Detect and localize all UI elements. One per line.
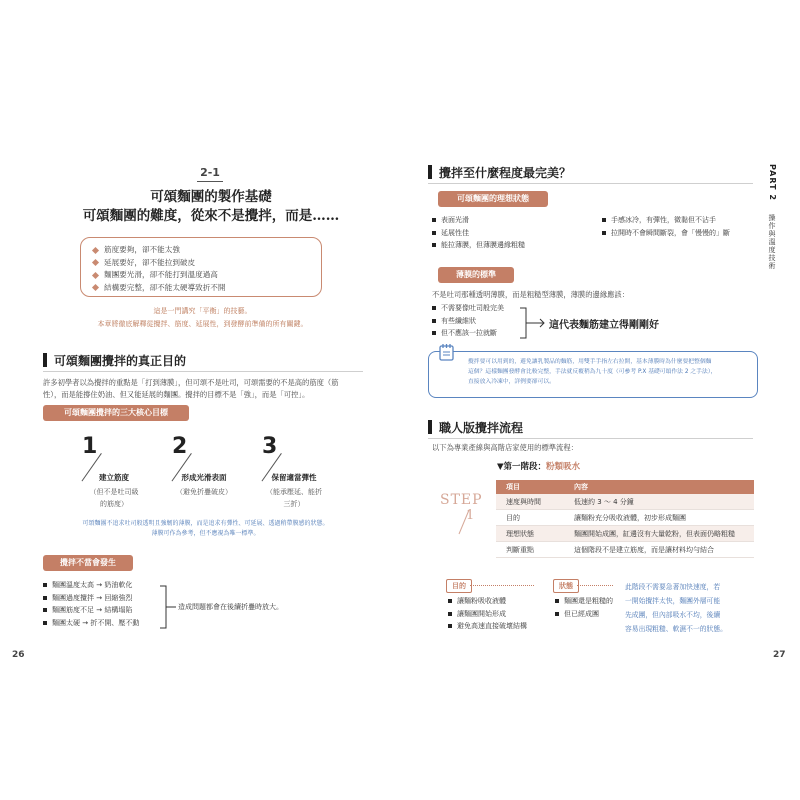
square-bullet-icon (43, 596, 47, 600)
goal-number: 1 (82, 434, 98, 459)
diamond-bullet-icon (92, 272, 99, 279)
goal-number: 3 (262, 434, 278, 459)
heading-bar (43, 353, 47, 367)
heading-bar (428, 420, 432, 434)
state-item: 但已經成團 (555, 608, 625, 621)
ideal-state-list-1 (432, 214, 602, 252)
ideal-state-item: 表面光滑 (432, 214, 602, 227)
tag-dotted-line (470, 585, 534, 586)
section-heading-process: 職人版攪拌流程 (439, 421, 524, 435)
square-bullet-icon (448, 612, 452, 616)
section-number: 2-1 (200, 166, 220, 179)
page-number-left: 26 (12, 650, 25, 660)
square-bullet-icon (432, 331, 436, 335)
bracket-arrow-icon (158, 584, 178, 630)
warning-result: 造成問題都會在後續折疊時放大。 (178, 603, 283, 611)
purpose-tag: 目的 (446, 579, 472, 593)
step-label: STEP (440, 492, 483, 508)
square-bullet-icon (43, 608, 47, 612)
ideal-state-item: 延展性佳 (432, 227, 602, 240)
purpose-list (448, 595, 548, 633)
diamond-bullet-icon (92, 259, 99, 266)
tag-dotted-line (577, 585, 613, 586)
square-bullet-icon (602, 231, 606, 235)
ideal-state-pill: 可頌麵團的理想狀態 (438, 191, 548, 207)
square-bullet-icon (432, 243, 436, 247)
state-item: 麵團還是粗糙的 (555, 595, 625, 608)
goal-description: （但不是吐司級 的筋度） (89, 488, 139, 508)
membrane-item: 不需要像吐司般完美 (432, 302, 532, 315)
warning-pill: 攪拌不當會發生 (43, 555, 133, 571)
core-goals-pill: 可頌麵團攪拌的三大核心目標 (43, 405, 189, 421)
square-bullet-icon (432, 218, 436, 222)
state-tag: 狀態 (553, 579, 579, 593)
warning-item: 麵團太硬 → 折不開、壓不動 (43, 617, 183, 630)
process-intro: 以下為專業產線與高階店家使用的標準流程： (432, 443, 578, 452)
page-number-right: 27 (773, 650, 786, 660)
heading-rule (43, 371, 363, 372)
table-row: 速度與時間 低速約 3 ～ 4 分鐘 (496, 494, 754, 510)
purpose-item: 讓麵團開始形成 (448, 608, 548, 621)
diamond-bullet-icon (92, 284, 99, 291)
warning-item: 麵團溫度太高 → 奶油軟化 (43, 579, 183, 592)
square-bullet-icon (602, 218, 606, 222)
part-subtitle: 操作與溫度技術 (768, 214, 776, 270)
membrane-intro: 不是吐司那種透明薄膜，而是粗糙型薄膜，薄膜的邊緣應該： (432, 290, 630, 299)
ideal-state-list-2 (602, 214, 762, 239)
notepad-icon (437, 342, 457, 362)
goal-description: （能承壓延、能折 三折） (266, 488, 322, 508)
square-bullet-icon (432, 306, 436, 310)
heading-rule (428, 438, 753, 439)
part-label: PART 2 (768, 164, 777, 201)
key-point: 延展要好，卻不能拉到破皮 (93, 257, 321, 270)
square-bullet-icon (555, 612, 559, 616)
membrane-item: 但不應該一拉就斷 (432, 327, 532, 340)
step-number: 1 (466, 508, 475, 523)
goal-number: 2 (172, 434, 188, 459)
key-point: 筋度要夠，卻不能太強 (93, 244, 321, 257)
table-header: 內容 (564, 480, 754, 494)
section-number-underline (197, 181, 223, 182)
square-bullet-icon (448, 599, 452, 603)
key-point: 麵團要光滑，卻不能打到溫度過高 (93, 269, 321, 282)
square-bullet-icon (448, 624, 452, 628)
square-bullet-icon (43, 583, 47, 587)
stage-side-note: 此階段不需要急著加快速度，若 一開始攪拌太快，麵團外層可能 先成團，但內部吸水不均，後續 容易出現粗糙、軟濕不一的狀態。 (625, 583, 727, 633)
tip-text: 攪拌要可以用到的，避免讓乳製品的麵筋，用雙手手指左右拉開，基本薄膜時為什麼要把整個麵 這個？這樣麵團發酵會比較完整，手法就反覆稍為九十度（可參考 P.X 基礎可頌作法 2 之手法）， 直接放入冷凍中，詳例要卻可以。 (468, 359, 717, 385)
diamond-bullet-icon (92, 247, 99, 254)
membrane-pill: 薄膜的標準 (438, 267, 514, 283)
ideal-state-item: 能拉薄膜，但薄膜邊緣粗糙 (432, 239, 602, 252)
heading-bar (428, 165, 432, 179)
membrane-result: 這代表麵筋建立得剛剛好 (549, 320, 659, 331)
table-row: 理想狀態 麵團開始成團，缸邊沒有大量乾粉，但表面仍略粗糙 (496, 526, 754, 542)
square-bullet-icon (432, 231, 436, 235)
state-list (555, 595, 625, 620)
table-header-row (496, 480, 754, 494)
purpose-item: 讓麵粉吸收液體 (448, 595, 548, 608)
balance-note: 這是一門講究「平衡」的技藝。 本章將徹底解釋從攪拌、筋度、延展性，到發酵前準備的所有關鍵。 (97, 307, 308, 328)
membrane-item: 有些纖維狀 (432, 315, 532, 328)
membrane-note: 可頌麵團不追求吐司般透明且強韌的薄膜，而是追求有彈性、可延展、透過稍帶膜感的狀態。 薄膜可作為參考，但不應視為唯一標準。 (82, 520, 329, 537)
bracket-arrow-icon (518, 306, 548, 340)
section-heading-ideal: 攪拌至什麼程度最完美？ (439, 166, 572, 180)
section-heading-purpose: 可頌麵團攪拌的真正目的 (54, 354, 187, 368)
chapter-title-line-2: 可頌麵團的難度，從來不是攪拌，而是…… (82, 208, 340, 224)
chapter-title-line-1: 可頌麵團的製作基礎 (150, 189, 272, 205)
goal-title: 保留適當彈性 (271, 473, 317, 482)
table-row: 目的 讓麵粉充分吸收液體，初步形成麵團 (496, 510, 754, 526)
goal-title: 形成光滑表面 (181, 473, 227, 482)
ideal-state-item: 拉開時不會瞬間斷裂，會「慢慢的」斷 (602, 227, 762, 240)
stage-table (496, 480, 754, 558)
stage-heading: ▼第一階段：粉類吸水 (497, 462, 581, 472)
goal-title: 建立筋度 (99, 473, 129, 482)
warning-item: 麵團過度攪拌 → 回縮強烈 (43, 592, 183, 605)
membrane-list (432, 302, 532, 340)
table-header: 項目 (496, 480, 564, 494)
warning-item: 麵團筋度不足 → 結構塌陷 (43, 604, 183, 617)
square-bullet-icon (555, 599, 559, 603)
square-bullet-icon (432, 319, 436, 323)
key-point: 結構要完整，卻不能太硬導致折不開 (93, 282, 321, 295)
purpose-item: 避免高速直接破壞結構 (448, 620, 548, 633)
heading-rule (428, 183, 753, 184)
chapter-title (80, 188, 342, 226)
goal-description: （避免折疊破皮） (176, 488, 232, 496)
key-points-box (80, 237, 322, 297)
purpose-paragraph: 許多初學者以為攪拌的重點是「打到薄膜」，但可頌不是吐司，可頌需要的不是高的筋度（筋 性），而是能撐住奶油、但又能延展的麵團。攪拌的目標不是「強」，而是「可控」。 (43, 378, 339, 399)
ideal-state-item: 手感冰冷，有彈性，微黏但不沾手 (602, 214, 762, 227)
table-row: 判斷重點 這個階段不是建立筋度，而是讓材料均勻結合 (496, 542, 754, 558)
square-bullet-icon (43, 621, 47, 625)
